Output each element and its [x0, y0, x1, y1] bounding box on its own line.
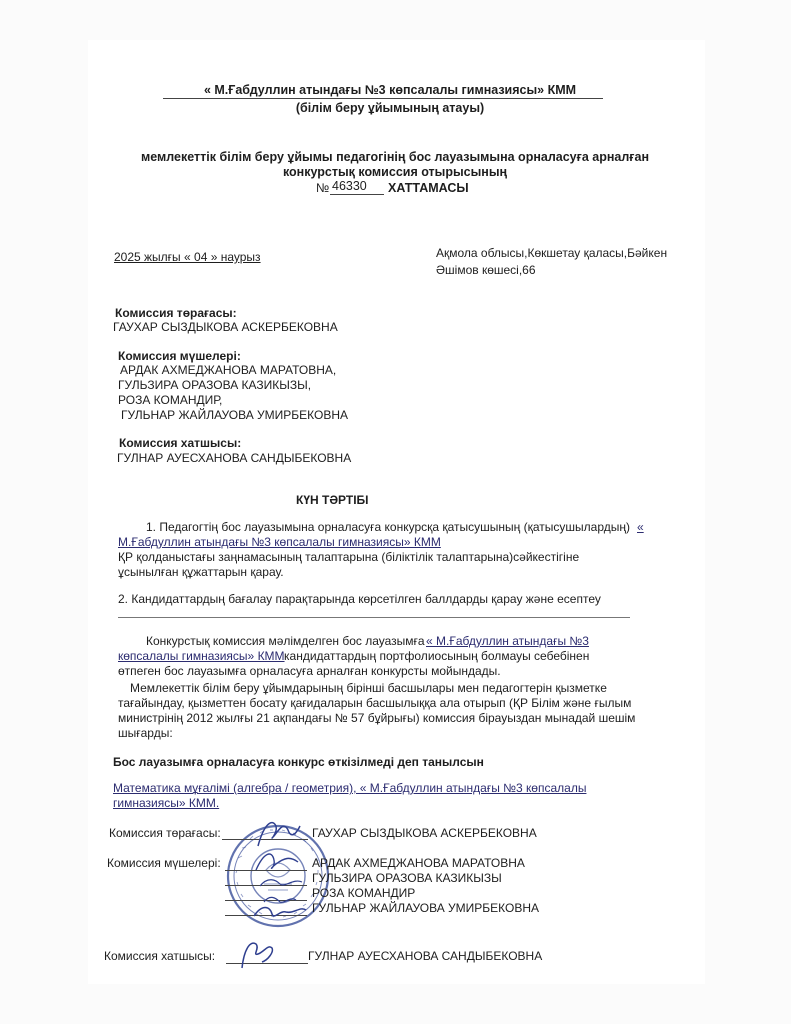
paragraph-1-organization-cont: көпсалалы гимназиясы» КММ: [118, 649, 285, 663]
protocol-title-line1: мемлекеттік білім беру ұйымы педагогінің бос лауазымына орналасуға арналған: [140, 150, 649, 164]
member-name: РОЗА КОМАНДИР,: [118, 393, 223, 407]
secretary-name: ГУЛНАР АУЕСХАНОВА САНДЫБЕКОВНА: [117, 451, 352, 465]
agenda-item-2: 2. Кандидаттардың бағалау парақтарында көрсетілген баллдарды қарау және есептеу: [118, 592, 601, 606]
secretary-signature: [232, 934, 282, 974]
signature-chair-name: ГАУХАР СЫЗДЫКОВА АСКЕРБЕКОВНА: [312, 826, 537, 840]
protocol-number-underline: [330, 194, 384, 195]
member-name: АРДАК АХМЕДЖАНОВА МАРАТОВНА,: [120, 363, 337, 377]
protocol-date: 2025 жылғы « 04 » наурыз: [114, 250, 261, 264]
agenda-item-1: 1. Педагогтің бос лауазымына орналасуға конкурсқа қатысушының (қатысушылардың): [146, 520, 630, 534]
paragraph-1-line3: өтпеген бос лауазымға орналасуға арналған конкурсты мойындады.: [118, 664, 501, 678]
paragraph-2-line1: Мемлекеттік білім беру ұйымдарының бірінші басшылары мен педагогтерін қызметке: [130, 681, 607, 695]
organization-caption: (білім беру ұйымының атауы): [295, 101, 485, 115]
decision-position-line1: Математика мұғалімі (алгебра / геометрия), « М.Ғабдуллин атындағы №3 көпсалалы: [113, 781, 587, 795]
protocol-location-line1: Ақмола облысы,Көкшетау қаласы,Бәйкен: [436, 246, 668, 260]
signature-secretary-label: Комиссия хатшысы:: [104, 949, 216, 963]
signature-members-label: Комиссия мүшелері:: [107, 856, 221, 870]
paragraph-2-line3: министрінің 2012 жылғы 21 ақпандағы № 57 бұйрығы) комиссия бірауыздан мынадай шешім: [118, 711, 636, 725]
protocol-location-line2: Әшімов көшесі,66: [436, 263, 536, 277]
protocol-title-line2: конкурстық комиссия отырысының: [282, 165, 508, 179]
organization-name: « М.Ғабдуллин атындағы №3 көпсалалы гимназиясы» КММ: [203, 83, 577, 97]
paragraph-2-line4: шығарды:: [118, 726, 173, 740]
chair-label: Комиссия төрағасы:: [115, 306, 237, 320]
signature-member-name: РОЗА КОМАНДИР: [312, 886, 416, 900]
agenda-item-1-line3: ҚР қолданыстағы заңнамасының талаптарына (біліктілік талаптарына)сәйкестігіне: [118, 550, 580, 564]
member-name: ГУЛЬЗИРА ОРАЗОВА КАЗИКЫЗЫ,: [118, 378, 312, 392]
protocol-number-sign: №: [316, 181, 330, 195]
agenda-item-1-organization: М.Ғабдуллин атындағы №3 көпсалалы гимназиясы» КММ: [118, 535, 441, 549]
member-signatures: [250, 846, 312, 926]
signature-chair-label: Комиссия төрағасы:: [109, 826, 221, 840]
decision-position-line2: гимназиясы» КММ.: [113, 796, 220, 810]
agenda-item-1-link: «: [637, 520, 644, 534]
agenda-title: КҮН ТӘРТІБІ: [296, 493, 369, 507]
signature-member-name: АРДАК АХМЕДЖАНОВА МАРАТОВНА: [312, 856, 525, 870]
paragraph-1-line2: кандидаттардың портфолиосының болмауы себебінен: [284, 649, 590, 663]
agenda-separator: [118, 617, 630, 618]
organization-underline: [163, 98, 603, 99]
paragraph-2-line2: тағайындау, қызметтен босату қағидаларын басшылыққа ала отырып (ҚР Білім және ғылым: [118, 696, 632, 710]
signature-member-name: ГУЛЬЗИРА ОРАЗОВА КАЗИКЫЗЫ: [312, 871, 502, 885]
protocol-title-suffix: ХАТТАМАСЫ: [388, 181, 469, 195]
chair-name: ГАУХАР СЫЗДЫКОВА АСКЕРБЕКОВНА: [113, 320, 338, 334]
member-name: ГУЛЬНАР ЖАЙЛАУОВА УМИРБЕКОВНА: [121, 408, 349, 422]
signature-member-name: ГУЛЬНАР ЖАЙЛАУОВА УМИРБЕКОВНА: [312, 901, 540, 915]
secretary-label: Комиссия хатшысы:: [119, 436, 242, 450]
agenda-item-1-line4: ұсынылған құжаттарын қарау.: [118, 565, 284, 579]
signature-secretary-name: ГУЛНАР АУЕСХАНОВА САНДЫБЕКОВНА: [308, 949, 543, 963]
paragraph-1-line1: Конкурстық комиссия мәлімделген бос лауазымға: [146, 634, 425, 648]
decision-text: Бос лауазымға орналасуға конкурс өткізілмеді деп танылсын: [113, 755, 484, 769]
protocol-number: 46330: [332, 179, 367, 193]
paragraph-1-organization: « М.Ғабдуллин атындағы №3: [426, 634, 589, 648]
members-label: Комиссия мүшелері:: [118, 349, 241, 363]
